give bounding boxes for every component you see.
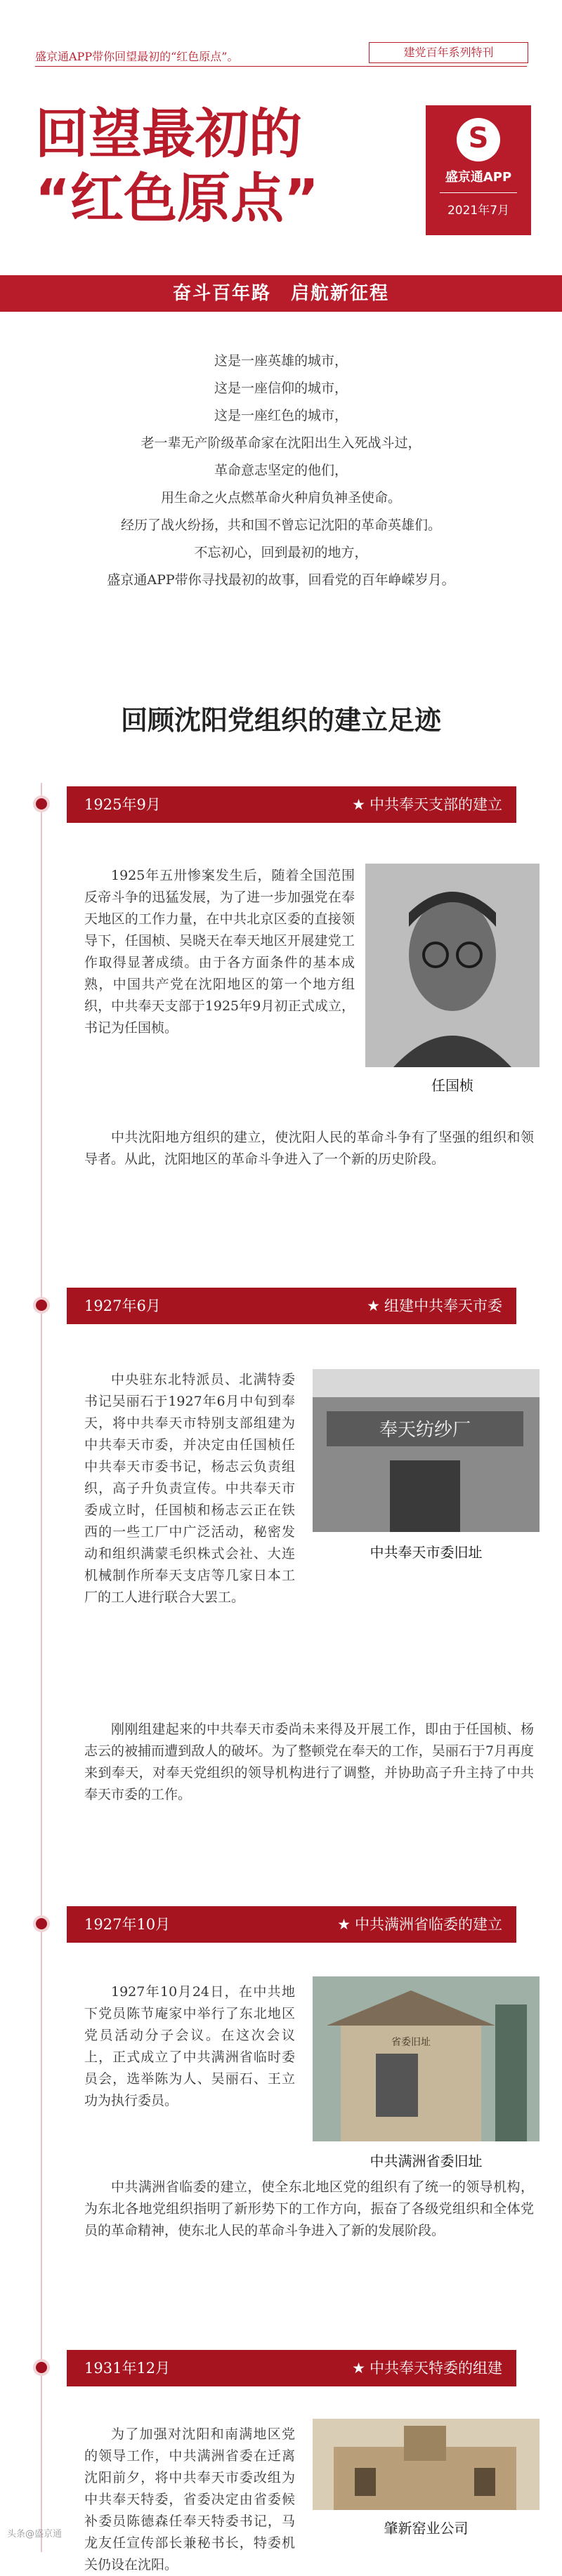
intro-line: 老一辈无产阶级革命家在沈阳出生入死战斗过， [140, 435, 422, 451]
portrait-photo [365, 864, 540, 1067]
logo-icon: S [457, 118, 500, 161]
headline-line1: 回望最初的 [35, 103, 302, 165]
header-tagline: 盛京通APP带你回望最初的“红色原点”。 [35, 50, 239, 63]
photo-caption: 中共奉天市委旧址 [370, 1544, 483, 1561]
star-icon: ★ [352, 2360, 365, 2377]
intro-line: 不忘初心，回到最初的地方， [194, 545, 368, 560]
event-title: ★ 中共奉天特委的组建 [352, 2360, 502, 2377]
event-header [67, 2350, 516, 2386]
headline [35, 102, 319, 231]
building-photo [313, 2419, 540, 2510]
timeline-dot [33, 795, 50, 812]
paragraph: 为了加强对沈阳和南满地区党的领导工作，中共满洲省委在迁离沈阳前夕，将中共奉天市委改组为中共奉天特委，省委决定由省委候补委员陈德森任奉天特委书记，马龙友任宣传部长兼秘书长，特委机关仍设在沈阳。 [84, 2426, 295, 2572]
paragraph: 1925年五卅惨案发生后，随着全国范围反帝斗争的迅猛发展，为了进一步加强党在奉天地区的工作力量，在中共北京区委的直接领导下，任国桢、吴晓天在奉天地区开展建党工作取得显著成绩。由于各方面条件的基本成熟，中国共产党在沈阳地区的第一个地方组织，中共奉天支部于1925年9月初正式成立，书记为任国桢。 [84, 868, 355, 1036]
photo-caption: 任国桢 [431, 1077, 473, 1094]
event-title: ★ 中共奉天支部的建立 [352, 796, 502, 813]
paragraph: 刚刚组建起来的中共奉天市委尚未来得及开展工作，即由于任国桢、杨志云的被捕而遭到敌人的破坏。为了整顿党在奉天的工作，吴丽石于7月再度来到奉天，对奉天党组织的领导机构进行了调整，并协助高子升主持了中共奉天市委的工作。 [84, 1722, 534, 1802]
intro-line: 这是一座红色的城市， [214, 408, 348, 423]
star-icon: ★ [337, 1916, 351, 1933]
logo-divider [440, 192, 517, 193]
slogan-banner: 奋斗百年路 启航新征程 [0, 275, 562, 312]
event-header [67, 1906, 516, 1943]
timeline-dot [33, 1915, 50, 1932]
logo-name: 盛京通APP [445, 170, 512, 185]
photo-caption: 肇新窑业公司 [384, 2520, 469, 2537]
photo-sign: 省委旧址 [391, 2037, 431, 2048]
event-text [84, 2424, 295, 2572]
event-date: 1925年9月 [84, 796, 161, 813]
intro-line: 盛京通APP带你寻找最初的故事，回看党的百年峥嵘岁月。 [107, 572, 455, 588]
star-icon: ★ [367, 1297, 380, 1314]
timeline-dot [33, 1297, 50, 1314]
event-text [84, 2177, 534, 2242]
event-date: 1931年12月 [84, 2360, 171, 2377]
event-title: ★ 组建中共奉天市委 [367, 1297, 502, 1314]
event-text [84, 1369, 295, 1609]
headline-line2: “红色原点” [35, 167, 319, 230]
watermark: 头条@盛京通 [7, 2529, 63, 2539]
intro-line: 革命意志坚定的他们， [214, 463, 348, 478]
event-text [84, 865, 355, 1039]
star-icon: ★ [352, 796, 365, 813]
building-photo [313, 1976, 540, 2141]
building-photo [313, 1369, 540, 1532]
top-header [0, 0, 562, 77]
intro-line: 经历了战火纷扬，共和国不曾忘记沈阳的革命英雄们。 [120, 517, 441, 533]
series-tag: 建党百年系列特刊 [369, 42, 528, 63]
header-divider [35, 66, 527, 67]
intro-line: 这是一座信仰的城市， [214, 381, 348, 396]
paragraph: 中央驻东北特派员、北满特委书记吴丽石于1927年6月中旬到奉天，将中共奉天市特别支部组建为中共奉天市委，并决定由任国桢任中共奉天市委书记，杨志云负责组织，高子升负责宣传。中共奉天市委成立时，任国桢和杨志云正在铁西的一些工厂中广泛活动，秘密发动和组织满蒙毛织株式会社、大连机械制作所奉天支店等几家日本工厂的工人进行联合大罢工。 [84, 1372, 295, 1605]
paragraph: 1927年10月24日，在中共地下党员陈节庵家中举行了东北地区党员活动分子会议。在这次会议上，正式成立了中共满洲省临时委员会，选举陈为人、吴丽石、王立功为执行委员。 [84, 1984, 295, 2108]
section-title: 回顾沈阳党组织的建立足迹 [120, 705, 441, 736]
intro-text [42, 348, 520, 594]
photo-sign: 奉天纺纱厂 [379, 1420, 471, 1441]
event-header [67, 786, 516, 823]
event-text [84, 1127, 534, 1170]
intro-line: 这是一座英雄的城市， [214, 353, 348, 369]
event-text [84, 1719, 534, 1806]
event-date: 1927年10月 [84, 1916, 171, 1933]
paragraph: 中共沈阳地方组织的建立，使沈阳人民的革命斗争有了坚强的组织和领导者。从此，沈阳地区的革命斗争进入了一个新的历史阶段。 [84, 1130, 534, 1167]
event-header [67, 1288, 516, 1324]
timeline-dot [33, 2359, 50, 2376]
paragraph: 中共满洲省临委的建立，使全东北地区党的组织有了统一的领导机构，为东北各地党组织指明了新形势下的工作方向，振奋了各级党组织和全体党员的革命精神，使东北人民的革命斗争进入了新的发展阶段。 [84, 2179, 534, 2238]
logo-date: 2021年7月 [447, 204, 510, 218]
intro-line: 用生命之火点燃革命火种肩负神圣使命。 [160, 490, 401, 506]
event-text [84, 1981, 295, 2112]
timeline-line [41, 783, 42, 2552]
app-logo [426, 105, 531, 235]
event-title: ★ 中共满洲省临委的建立 [337, 1916, 502, 1933]
photo-caption: 中共满洲省委旧址 [370, 2153, 483, 2169]
event-date: 1927年6月 [84, 1297, 161, 1314]
